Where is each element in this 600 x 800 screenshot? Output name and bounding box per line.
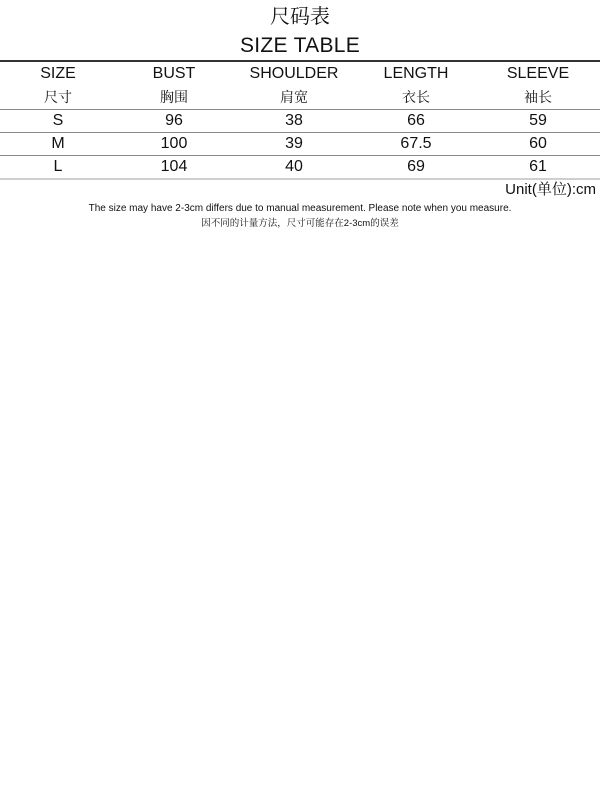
cell-sleeve: 60 — [529, 135, 547, 152]
cell-bust: 96 — [165, 112, 183, 129]
header-sleeve: SLEEVE — [506, 65, 570, 82]
cell-length: 66 — [407, 112, 425, 129]
header-length-cn: 衣长 — [402, 89, 430, 105]
cell-length: 67.5 — [400, 135, 432, 152]
measurement-note-en: The size may have 2-3cm differs due to manual measurement. Please note when you measure. — [88, 203, 512, 214]
cell-bust: 104 — [160, 158, 188, 175]
header-shoulder: SHOULDER — [249, 65, 339, 82]
cell-shoulder: 39 — [285, 135, 303, 152]
cell-size: S — [52, 112, 64, 129]
cell-size: L — [53, 158, 63, 175]
header-size-cn: 尺寸 — [44, 89, 72, 105]
header-shoulder-cn: 肩宽 — [280, 89, 308, 105]
header-length: LENGTH — [383, 65, 449, 82]
page-title-cn: 尺码表 — [270, 6, 330, 28]
cell-size: M — [51, 135, 65, 152]
header-row-en — [0, 63, 600, 85]
header-sleeve-cn: 袖长 — [524, 89, 552, 105]
unit-label: Unit(单位):cm — [505, 181, 596, 198]
cell-sleeve: 59 — [529, 112, 547, 129]
cell-length: 69 — [407, 158, 425, 175]
table-row — [0, 133, 600, 155]
table-row — [0, 110, 600, 132]
table-top-rule — [0, 60, 600, 62]
page-title-en: SIZE TABLE — [239, 34, 361, 57]
header-row-cn — [0, 86, 600, 108]
table-row — [0, 156, 600, 178]
cell-shoulder: 38 — [285, 112, 303, 129]
cell-bust: 100 — [160, 135, 188, 152]
header-size: SIZE — [40, 65, 76, 82]
header-bust-cn: 胸围 — [160, 89, 188, 105]
cell-shoulder: 40 — [285, 158, 303, 175]
cell-sleeve: 61 — [529, 158, 547, 175]
measurement-note-cn: 因不同的计量方法，尺寸可能存在2-3cm的误差 — [201, 218, 399, 229]
header-bust: BUST — [152, 65, 196, 82]
